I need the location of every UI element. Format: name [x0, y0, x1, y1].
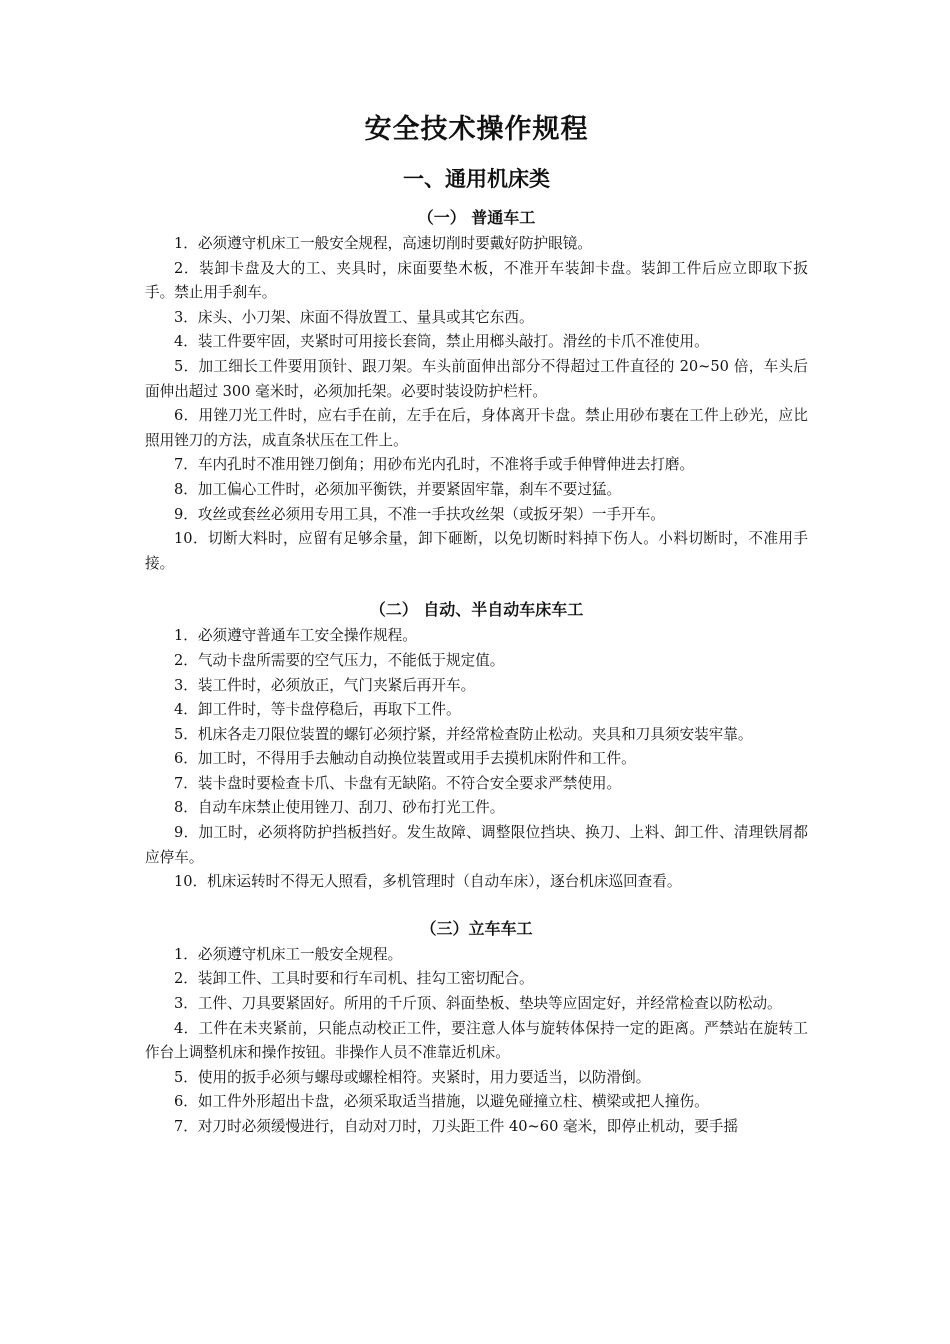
rule-item: 3．装工件时，必须放正，气门夹紧后再开车。	[174, 676, 476, 694]
document-title: 安全技术操作规程	[364, 114, 589, 145]
rule-item: 4．卸工件时，等卡盘停稳后，再取下工件。	[174, 701, 461, 719]
rule-item: 5．加工细长工件要用顶针、跟刀架。车头前面伸出部分不得超过工件直径的 20~50 倍，车头后面伸出超过 300 毫米时，必须加托架。必要时装设防护栏杆。	[145, 357, 808, 400]
rule-list	[145, 943, 808, 1140]
rule-item: 6．用锉刀光工件时，应右手在前，左手在后，身体离开卡盘。禁止用砂布裹在工件上砂光，应比照用锉刀的方法，成直条状压在工件上。	[145, 407, 808, 449]
section-title: （三）立车车工	[420, 918, 533, 938]
section-ordinary-lathe	[145, 206, 808, 576]
rule-item: 7．对刀时必须缓慢进行，自动对刀时，刀头距工件 40~60 毫米，即停止机动，要手摇	[174, 1118, 739, 1135]
rule-item: 3．床头、小刀架、床面不得放置工、量具或其它东西。	[174, 308, 534, 326]
section-title: （一） 普通车工	[417, 208, 536, 227]
rule-item: 8．自动车床禁止使用锉刀、刮刀、砂布打光工件。	[174, 799, 505, 817]
section-automatic-lathe	[145, 598, 808, 895]
rule-item: 4．工件在未夹紧前，只能点动校正工件，要注意人体与旋转体保持一定的距离。严禁站在旋转工作台上调整机床和操作按钮。非操作人员不准靠近机床。	[145, 1019, 808, 1062]
rule-item: 9．攻丝或套丝必须用专用工具，不准一手扶攻丝架（或扳牙架）一手开车。	[174, 505, 665, 523]
rule-item: 2．装卸工件、工具时要和行车司机、挂勾工密切配合。	[174, 970, 534, 988]
rule-item: 5．机床各走刀限位装置的螺钉必须拧紧，并经常检查防止松动。夹具和刀具须安装牢靠。	[174, 725, 753, 743]
section-title: （二） 自动、半自动车床车工	[369, 600, 584, 620]
rule-item: 7．装卡盘时要检查卡爪、卡盘有无缺陷。不符合安全要求严禁使用。	[174, 774, 622, 792]
rule-item: 8．加工偏心工件时，必须加平衡铁，并要紧固牢靠，刹车不要过猛。	[174, 480, 622, 498]
chapter-title: 一、通用机床类	[403, 167, 550, 191]
rule-item: 5．使用的扳手必须与螺母或螺栓相符。夹紧时，用力要适当，以防滑倒。	[174, 1068, 651, 1086]
rule-item: 6．加工时，不得用手去触动自动换位装置或用手去摸机床附件和工件。	[174, 750, 636, 768]
rule-item: 10．切断大料时，应留有足够余量，卸下砸断，以免切断时料掉下伤人。小料切断时，不准用手接。	[145, 530, 808, 572]
section-vertical-lathe	[145, 917, 808, 1140]
rule-item: 1．必须遵守机床工一般安全规程。	[174, 945, 403, 963]
rule-item: 10．机床运转时不得无人照看，多机管理时（自动车床），逐台机床巡回查看。	[174, 873, 682, 891]
rule-item: 1．必须遵守机床工一般安全规程，高速切削时要戴好防护眼镜。	[174, 235, 592, 252]
rule-item: 2．装卸卡盘及大的工、夹具时，床面要垫木板，不准开车装卸卡盘。装卸工件后应立即取下扳手。禁止用手刹车。	[145, 259, 808, 302]
rule-item: 7．车内孔时不准用锉刀倒角；用砂布光内孔时，不准将手或手伸臂伸进去打磨。	[174, 456, 695, 474]
rule-item: 9．加工时，必须将防护挡板挡好。发生故障、调整限位挡块、换刀、上料、卸工件、清理铁屑都应停车。	[145, 824, 808, 866]
rule-item: 1．必须遵守普通车工安全操作规程。	[174, 627, 417, 645]
document-page	[145, 110, 808, 1140]
rule-item: 2．气动卡盘所需要的空气压力，不能低于规定值。	[174, 651, 505, 669]
rule-item: 3．工件、刀具要紧固好。所用的千斤顶、斜面垫板、垫块等应固定好，并经常检查以防松动。	[174, 995, 782, 1013]
rule-item: 6．如工件外形超出卡盘，必须采取适当措施，以避免碰撞立柱、横梁或把人撞伤。	[174, 1093, 709, 1111]
rule-list	[145, 624, 808, 895]
rule-item: 4．装工件要牢固，夹紧时可用接长套筒，禁止用榔头敲打。滑丝的卡爪不准使用。	[174, 333, 709, 351]
rule-list	[145, 232, 808, 576]
